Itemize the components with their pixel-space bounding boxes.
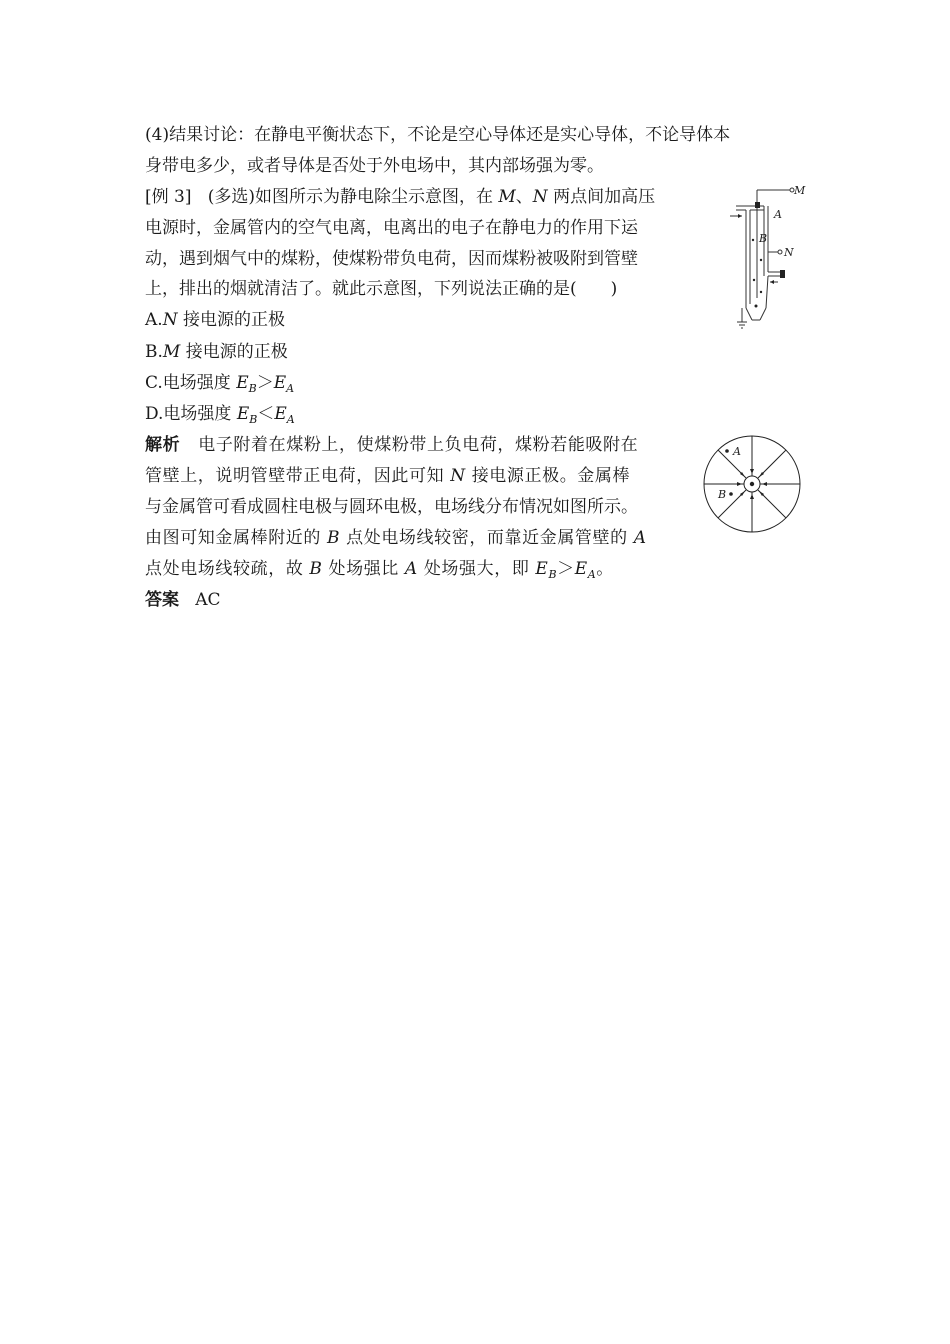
e-symbol: E: [273, 373, 287, 393]
subscript-a: A: [286, 382, 295, 395]
var-n: N: [450, 466, 466, 486]
option-d-label: D.电场强度: [145, 404, 237, 424]
field-lines-figure: [700, 432, 804, 536]
label-b: B: [759, 232, 768, 245]
option-b-label: B.: [145, 342, 163, 362]
label-a: A: [733, 445, 741, 458]
e-symbol: E: [236, 373, 249, 393]
example-line-3: 动，遇到烟气中的煤粉，使煤粉带负电荷，因而煤粉被吸附到管壁: [145, 249, 638, 269]
var-n: N: [532, 187, 548, 207]
label-a: A: [774, 208, 782, 221]
label-b: B: [718, 488, 727, 501]
analysis-line-1: [145, 434, 638, 456]
subscript-b: B: [249, 413, 258, 426]
option-b: [145, 341, 288, 363]
analysis-line-4: [145, 527, 647, 549]
answer-label: 答案: [145, 590, 179, 610]
analysis-line-3: 与金属管可看成圆柱电极与圆环电极，电场线分布情况如图所示。: [145, 497, 638, 517]
answer-value: AC: [195, 590, 221, 610]
analysis-text: 由图可知金属棒附近的: [145, 528, 328, 548]
example-tag: [例 3]: [145, 187, 192, 207]
var-b: B: [327, 528, 341, 548]
relation: ＞: [256, 373, 274, 393]
subscript-a: A: [286, 413, 295, 426]
example-text: 如图所示为静电除尘示意图，在: [254, 187, 499, 207]
analysis-text: 处场强比: [322, 559, 405, 579]
relation: ＞: [557, 559, 575, 579]
example-type: (多选): [207, 187, 255, 207]
var-b: B: [309, 559, 323, 579]
answer-line: [145, 589, 221, 611]
analysis-text: 处场强大，即: [417, 559, 536, 579]
analysis-text: 接电源正极。金属棒: [465, 466, 631, 486]
e-symbol: E: [574, 559, 588, 579]
analysis-text: 点处电场线较密，而靠近金属管壁的: [340, 528, 634, 548]
example-text: 两点间加高压: [547, 187, 656, 207]
option-c-label: C.电场强度: [145, 373, 237, 393]
option-a: [145, 309, 285, 331]
option-b-var: M: [162, 342, 181, 362]
label-m: M: [794, 184, 806, 197]
analysis-line-2: [145, 465, 630, 487]
option-a-text: 接电源的正极: [177, 310, 285, 330]
analysis-line-5: [145, 558, 614, 582]
precipitator-figure: [728, 180, 813, 332]
discussion-line-2: 身带电多少，或者导体是否处于外电场中，其内部场强为零。: [145, 156, 604, 176]
discussion-line-1: (4)结果讨论：在静电平衡状态下，不论是空心导体还是实心导体，不论导体本: [145, 125, 731, 145]
analysis-text: 电子附着在煤粉上，使煤粉带上负电荷，煤粉若能吸附在: [198, 435, 639, 455]
e-symbol: E: [236, 404, 250, 424]
label-n: N: [784, 246, 794, 259]
example-line-2: 电源时，金属管内的空气电离，电离出的电子在静电力的作用下运: [145, 218, 638, 238]
e-symbol: E: [274, 404, 287, 424]
var-a: A: [633, 528, 647, 548]
option-b-text: 接电源的正极: [180, 342, 288, 362]
subscript-b: B: [248, 382, 257, 395]
option-c: [145, 372, 294, 396]
analysis-label: 解析: [145, 435, 181, 455]
var-a: A: [404, 559, 418, 579]
analysis-text: 点处电场线较疏，故: [145, 559, 310, 579]
option-a-var: N: [162, 310, 178, 330]
option-a-label: A.: [145, 310, 163, 330]
option-d: [145, 403, 295, 427]
var-m: M: [498, 187, 516, 207]
analysis-end: 。: [596, 559, 614, 579]
subscript-a: A: [587, 568, 597, 581]
analysis-text: 管壁上，说明管壁带正电荷，因此可知: [145, 466, 451, 486]
example-line-1: [145, 186, 655, 208]
subscript-b: B: [548, 568, 558, 581]
separator: 、: [515, 187, 533, 207]
example-line-4: 上，排出的烟就清洁了。就此示意图，下列说法正确的是( ): [145, 279, 618, 299]
e-symbol: E: [535, 559, 549, 579]
relation: ＜: [257, 404, 275, 424]
